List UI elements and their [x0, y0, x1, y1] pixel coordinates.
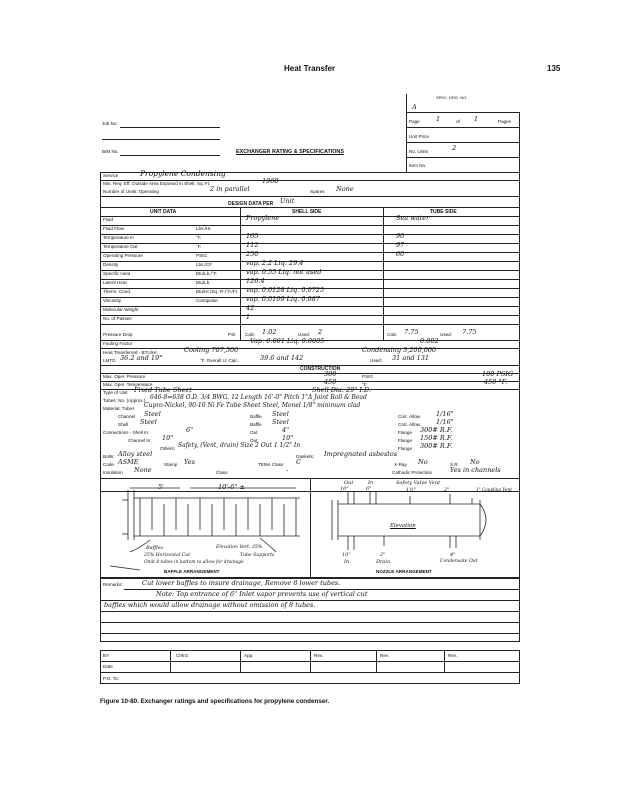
flange-label-1: Flange: [398, 430, 413, 435]
sketch-noz-15: 1½": [406, 487, 417, 493]
property-unit: Btu/Hr./Sq. Ft./°F./Ft.: [196, 289, 239, 294]
rev-label-1: Rev.: [314, 653, 324, 658]
sketch-omit-tubes: Omit 8 tubes in bottom to allow for drainage: [144, 560, 244, 565]
col-unit-data: UNIT DATA: [150, 209, 177, 215]
fouling-shell: Vap. 0.001 Liq. 0.0005: [250, 337, 325, 345]
corr-allow-value: 1/16": [436, 410, 454, 418]
sketch-elevation: Elevation: [390, 523, 416, 529]
gaskets-value: Impregnated asbestos: [324, 450, 398, 458]
channel-value: Steel: [144, 410, 161, 418]
rev-label-3: Rev.: [448, 653, 458, 658]
col-shell-side: SHELL SIDE: [292, 209, 322, 215]
nozzle-arrangement-label: NOZZLE ARRANGEMENT: [376, 569, 432, 574]
shell-side-value: vap. 0.0128 Liq. 0.0725: [246, 286, 325, 294]
by-label: BY: [103, 653, 110, 658]
no-units-value: 2: [452, 144, 457, 152]
service-label: Service: [103, 173, 119, 178]
sketch-tube-supports: Tube Supports: [240, 553, 275, 558]
page-value: 1: [436, 115, 441, 123]
sketch-b-in: In: [344, 559, 350, 565]
property-unit: Btu/Lb./°F.: [196, 271, 218, 276]
sr-value: No: [470, 458, 480, 466]
heat-transferred-label: Heat Transferred - BTU/Hr.: [103, 350, 158, 355]
min-area-value: 1960: [262, 177, 279, 185]
page-running-title: Heat Transfer: [284, 64, 336, 73]
tema-label: TEMA Class: [258, 462, 284, 467]
property-unit: Btu/Lb.: [196, 280, 211, 285]
conn-channel-out: 10": [282, 434, 294, 442]
shell-calc-label: Calc:: [245, 332, 256, 337]
connections-label: Connections - Shell In:: [103, 430, 150, 435]
property-label: Molecular Weight: [103, 307, 139, 312]
flange-label-2: Flange: [398, 438, 413, 443]
property-unit: Centipoise: [196, 298, 218, 303]
sketch-noz-10: 10": [340, 486, 349, 492]
shell-side-value: 42: [246, 304, 255, 312]
sketch-baffles: Baffles: [146, 545, 164, 551]
xray-label: X-Ray: [394, 462, 407, 467]
fouling-label: Fouling Factor: [103, 341, 133, 346]
date-label: Date: [103, 664, 113, 669]
insulation-label: Insulation: [103, 470, 123, 475]
app-label: App.: [244, 653, 254, 658]
max-press-shell-unit: PSIG: [362, 374, 373, 379]
fouling-tube: 0.002: [420, 337, 439, 345]
shell-side-value: 250: [246, 250, 259, 258]
sketch-noz-in: In: [368, 480, 374, 486]
sketch-b-10: 10": [342, 552, 351, 558]
page-number: 135: [547, 64, 561, 73]
sketch-noz-2: 2": [444, 487, 450, 493]
property-label: Fluid Flow: [103, 226, 124, 231]
bolts-value: Alloy steel: [118, 450, 153, 458]
max-temp-tube: 450 °F.: [484, 378, 508, 386]
sketch-horiz-cut: 25% Horizontal Cut: [144, 553, 191, 558]
remarks-line-2: Note: Top entrance of 6" Inlet vapor prevents use of vertical cut: [156, 590, 368, 598]
remarks-line-3: baffles which would allow drainage without omission of 8 tubes.: [104, 601, 316, 609]
corr-allow-label: Corr. Allow.: [398, 414, 421, 419]
shell-used-label: Used:: [298, 332, 311, 337]
baffle2-label: Baffle: [250, 422, 262, 427]
shell-side-value: vap. 0.55 Liq. not used: [246, 268, 322, 276]
sketch-dim2: 10'-6" ±: [218, 483, 245, 491]
property-label: Operating Pressure: [103, 253, 143, 258]
max-temp-shell: 450: [324, 378, 337, 386]
shell-mat-value: Steel: [140, 418, 157, 426]
construction-label: CONSTRUCTION: [300, 366, 341, 372]
page-label: Page: [409, 119, 420, 124]
property-label: Temperature Out: [103, 244, 138, 249]
po-label: P.O. To:: [103, 676, 119, 681]
shell-dia: Shell Dia. 29" I.D.: [312, 386, 372, 394]
tubes-value: 646-8=638 O.D. 3/4 BWG. 12 Length 16'-0" Pitch 1"Δ Joint Roll & Bead: [150, 394, 367, 401]
job-no-label: Job No.: [102, 121, 118, 126]
remarks-label: Remarks:: [103, 582, 123, 587]
property-label: Therm. Cond.: [103, 289, 132, 294]
no-units-label: No. Units: [409, 149, 428, 154]
form-main-title: EXCHANGER RATING & SPECIFICATIONS: [236, 149, 344, 155]
property-unit: °F.: [196, 235, 202, 240]
sr-label: S.R.: [450, 462, 459, 467]
corr-allow2-value: 1/16": [436, 418, 454, 426]
overall-u-calc: 39.6 and 142: [260, 354, 304, 362]
material-label: Material: Tubes: [103, 406, 135, 411]
max-press-tube: 100 PSIG: [482, 370, 514, 378]
shell-side-value: Propylene: [246, 214, 280, 222]
num-units-label: Number of Units: Operating: [103, 189, 159, 194]
tema-value: C: [296, 458, 301, 466]
tube-side-value: 90: [396, 232, 405, 240]
xray-value: No: [418, 458, 428, 466]
max-press-label: Max. Oper. Pressure: [103, 374, 146, 379]
baffle-value: Steel: [272, 410, 289, 418]
overall-u-used: 31 and 131: [392, 354, 430, 362]
flange-label-3: Flange: [398, 446, 413, 451]
others-value: Safety, (Vent, drain) Size 2 Out 1 1/2" In: [178, 442, 301, 449]
shell-side-value: vap. 0.0109 Liq. 0.087: [246, 295, 320, 303]
property-label: No. of Passes: [103, 316, 132, 321]
bolts-label: Bolts:: [103, 454, 115, 459]
max-press-shell: 300: [324, 370, 337, 378]
bm-no-label: B/M No.: [102, 149, 119, 154]
sketch-coupling: 1" Coupling Vent: [476, 487, 512, 492]
property-label: Viscosity: [103, 298, 122, 303]
conn-shell-out: 4": [282, 426, 290, 434]
code-value: ASME: [118, 458, 139, 466]
corr-allow2-label: Corr. Allow.: [398, 422, 421, 427]
property-label: Temperature In: [103, 235, 134, 240]
property-unit: °F.: [196, 244, 202, 249]
sketch-b-cond: Condensate Out: [440, 559, 478, 564]
chkd-label: Chk'd.: [176, 653, 189, 658]
gaskets-label: Gaskets:: [296, 454, 315, 459]
conn-channel-in: 10": [162, 434, 174, 442]
sketch-b-4: 4": [450, 552, 456, 558]
conn-shell-in: 6": [186, 426, 194, 434]
tube-side-value: Sea water: [396, 214, 430, 222]
type-unit-label: Type of Unit: [103, 390, 128, 395]
pressure-drop-label: Pressure Drop: [103, 332, 133, 337]
flange-2: 150# R.F.: [420, 434, 453, 442]
remarks-line-1: Cut lower baffles to insure drainage, Remove 8 lower tubes.: [142, 579, 341, 587]
sketch-elevation-note: Elevation Vert. 25%: [216, 545, 263, 550]
pages-label: Pages: [498, 119, 512, 124]
insulation-value: None: [134, 466, 152, 474]
tube-side-value: 97: [396, 241, 405, 249]
shell-pd-calc: 1.02: [262, 328, 277, 336]
material-value: Cupro-Nickel, 90-10 Ni Fe Tube Sheet Steel, Monel 1/8" minimum clad: [144, 402, 361, 409]
unit-price-label: Unit Price: [409, 134, 429, 139]
of-label: of: [456, 119, 460, 124]
class-label: Class: [216, 470, 228, 475]
property-label: Specific Heat: [103, 271, 131, 276]
nozzle-arrangement-drawing: [332, 492, 486, 550]
stamp-value: Yes: [184, 458, 195, 466]
property-unit: Lbs./CF: [196, 262, 213, 267]
cathodic-value: Yes in channels: [450, 466, 501, 474]
spec-table: [100, 169, 520, 492]
of-value: 1: [474, 115, 479, 123]
property-label: Latent Heat: [103, 280, 127, 285]
lmtd-label: LMTD: [103, 358, 116, 363]
shell-side-value: 112: [246, 241, 259, 249]
shell-side-value: vap. 2.2 Liq. 29.4: [246, 259, 304, 267]
stamp-label: Stamp: [164, 462, 178, 467]
sketch-dim1: 5': [158, 483, 164, 491]
shell-side-value: 165: [246, 232, 259, 240]
overall-u-label: °F. Overall U: Calc.: [200, 358, 239, 363]
property-unit: Lbs./Hr.: [196, 226, 212, 231]
class-value: -: [286, 466, 289, 474]
sketch-b-2: 2": [380, 552, 386, 558]
shell-side-value: 126.4: [246, 277, 265, 285]
tube-pd-used: 7.75: [462, 328, 477, 336]
tube-calc-label: Calc:: [387, 332, 398, 337]
tube-pd-calc: 7.75: [404, 328, 419, 336]
service-value: Propylene Condensing: [140, 169, 226, 178]
baffle-label: Baffle: [250, 414, 262, 419]
type-unit-value: Fixed Tube Sheet: [134, 386, 192, 394]
exchanger-spec-form: [100, 94, 520, 684]
spec-dwg-label: SPEC. DRG. NO.: [436, 95, 468, 100]
spares-label: Spares: [310, 189, 325, 194]
flange-3: 300# R.F.: [420, 442, 453, 450]
design-data-value: Unit: [280, 197, 295, 205]
overall-u-used-label: Used:: [370, 358, 383, 363]
others-label: Others:: [160, 446, 176, 451]
sketch-b-drain: Drain: [376, 559, 391, 565]
max-temp-shell-unit: °F.: [362, 382, 368, 387]
code-label: Code: [103, 462, 114, 467]
sketch-noz-out: Out: [344, 480, 354, 486]
channel-in-label: Channel In:: [128, 438, 152, 443]
max-temp-label: Max. Oper. Temperature: [103, 382, 153, 387]
item-no-label: Item No.: [409, 163, 427, 168]
baffle2-value: Steel: [272, 418, 289, 426]
spec-dwg-value: A: [412, 103, 417, 111]
sketch-safety-vent: Safety Valve Vent: [396, 480, 441, 486]
shell-side-value: 1: [246, 313, 251, 321]
lmtd-value: 36.2 and 19°: [120, 354, 163, 362]
design-data-label: DESIGN DATA PER: [228, 201, 274, 207]
channel-label: Channel: [118, 414, 136, 419]
conn-out-label-2: Out: [250, 438, 258, 443]
min-area-label: Min. Req. Eff. Outside Area Exposed In Shell, Sq. Ft.: [103, 181, 211, 186]
tube-used-label: Used:: [440, 332, 453, 337]
baffle-arrangement-label: BAFFLE ARRANGEMENT: [164, 569, 220, 574]
shell-pd-used: 2: [318, 328, 323, 336]
figure-caption: Figure 10-80. Exchanger ratings and specifications for propylene condenser.: [100, 698, 330, 705]
tubes-label: Tubes: No. (Approx.): [103, 398, 146, 403]
rev-label-2: Rev.: [380, 653, 390, 658]
shell-mat-label: Shell: [118, 422, 129, 427]
heat-cooling: Cooling 707,500: [184, 346, 239, 354]
num-units-value: 2 in parallel: [210, 185, 250, 193]
property-label: Density: [103, 262, 119, 267]
cathodic-label: Cathodic Protection: [392, 470, 433, 475]
heat-condensing: Condensing 3,200,000: [362, 346, 437, 354]
psi-label: PSI: [228, 332, 236, 337]
col-tube-side: TUBE SIDE: [430, 209, 457, 215]
property-label: Fluid: [103, 217, 113, 222]
spares-value: None: [336, 185, 354, 193]
sketch-noz-6: 6": [366, 486, 372, 492]
conn-out-label: Out: [250, 430, 258, 435]
tube-side-value: 60: [396, 250, 405, 258]
flange-1: 300# R.F.: [420, 426, 453, 434]
property-unit: PSIG: [196, 253, 207, 258]
